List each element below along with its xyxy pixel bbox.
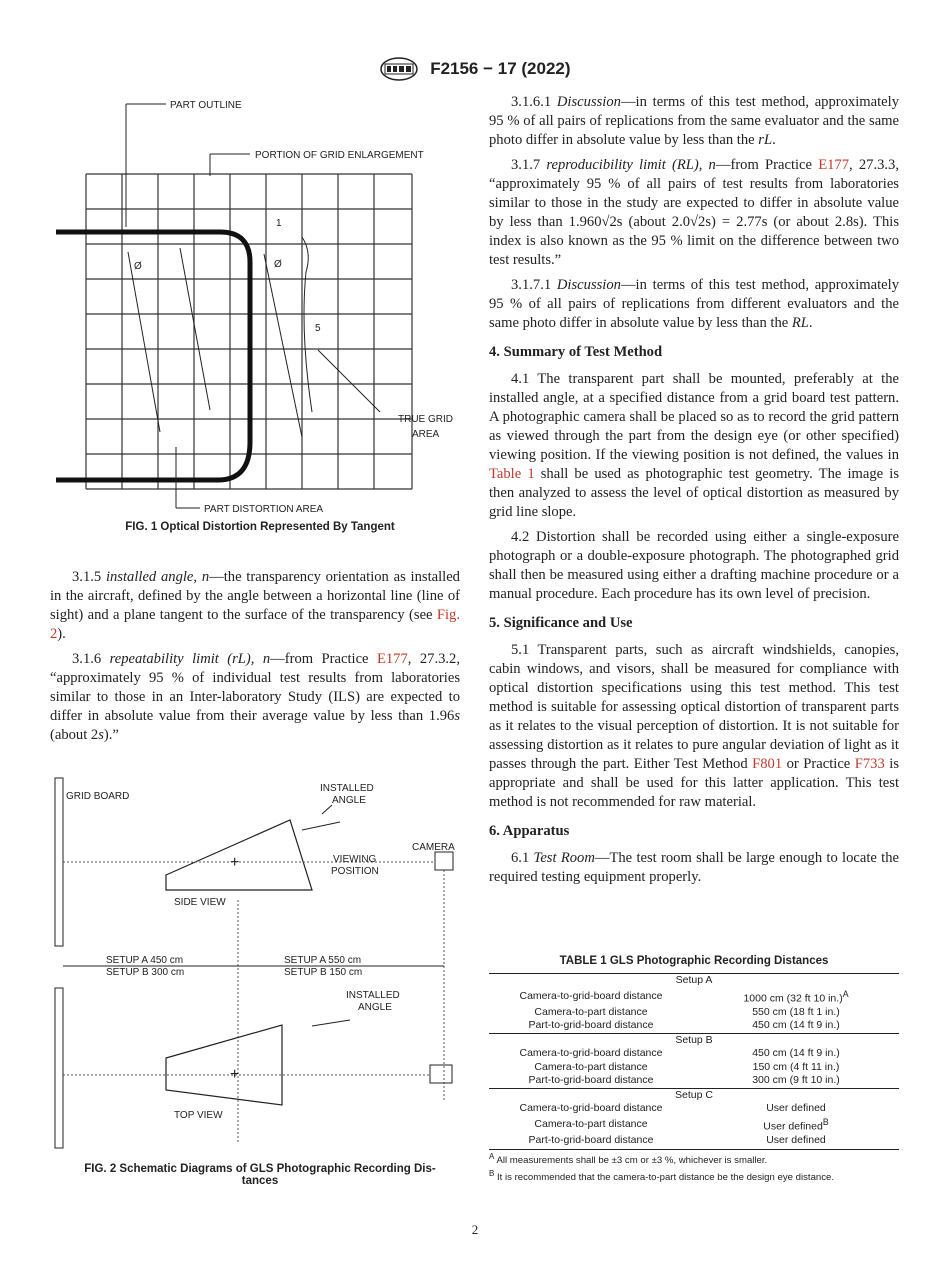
part-outline-curve — [56, 232, 250, 480]
svg-text:+: + — [230, 1066, 240, 1083]
part-top-view — [166, 1025, 282, 1105]
table-1-title: TABLE 1 GLS Photographic Recording Distances — [559, 955, 829, 967]
link-e177[interactable]: E177 — [376, 651, 408, 667]
page-header — [0, 57, 950, 81]
table-section-header: Setup C — [489, 1088, 899, 1102]
table-row: Part-to-grid-board distance 450 cm (14 ft 9 in.) — [528, 1019, 840, 1031]
table-1 — [489, 973, 899, 1150]
document-designation: F2156 − 17 (2022) — [430, 59, 571, 78]
svg-text:+: + — [230, 854, 240, 871]
figure-2-diagram — [50, 770, 470, 1155]
label-part-outline: PART OUTLINE — [170, 100, 242, 111]
table-row: Camera-to-grid-board distance User defined — [519, 1102, 826, 1114]
table-section-header: Setup B — [489, 1033, 899, 1047]
link-e177-b[interactable]: E177 — [818, 157, 850, 173]
table-row: Part-to-grid-board distance User defined — [528, 1133, 826, 1146]
label-position: POSITION — [331, 866, 379, 877]
tangent-line-2 — [180, 248, 210, 410]
figure-1-caption: FIG. 1 Optical Distortion Represented By Tangent — [125, 521, 395, 533]
label-phi-right: Ø — [274, 259, 282, 270]
label-true-grid-area: AREA — [412, 429, 440, 440]
paragraph-5-1: 5.1 Transparent parts, such as aircraft windshields, canopies, cabin windows, and visors, shall be measured for compliance with optical distortion specifications using this test method. This test method is suitable for assessing optical distortion of transparent parts as it relates to the visual perception of distortion. It is not suitable for assessing distortion as it relates to pure angular deviation of light as it passes through the part. Either Test Method F801 or Practice F733 is appropriate and shall be used for this latter application. This test method is not recommended for raw material. — [489, 642, 899, 810]
label-dimension-5: 5 — [315, 323, 321, 334]
figure-1-diagram — [50, 92, 470, 522]
label-setup-a-left: SETUP A 450 cm — [106, 955, 184, 966]
table-1-footnotes — [489, 1150, 909, 1184]
camera-top-view — [430, 1065, 452, 1083]
label-top-view: TOP VIEW — [174, 1110, 223, 1121]
true-grid-leader — [318, 350, 380, 412]
right-column — [489, 93, 899, 893]
label-dimension-1: 1 — [276, 218, 282, 229]
table-row: Part-to-grid-board distance 300 cm (9 ft 10 in.) — [528, 1074, 840, 1086]
link-f801[interactable]: F801 — [752, 756, 783, 772]
astm-logo-icon — [379, 57, 419, 81]
label-phi-left: Ø — [134, 261, 142, 272]
label-angle-top: ANGLE — [358, 1002, 392, 1013]
footnote-b: $^B$ It is recommended that the camera-to-part distance be the design eye distance. — [489, 1169, 835, 1184]
left-column — [50, 568, 460, 751]
camera-side-view — [435, 852, 453, 870]
label-camera: CAMERA — [412, 842, 455, 853]
label-part-distortion-area: PART DISTORTION AREA — [204, 504, 324, 515]
paragraph-4-2: 4.2 Distortion shall be recorded using either a single-exposure photograph or a double-exposure photograph. The photographed grid shall then be measured using either a drafting machine procedure or a manual procedure. Each procedure has its own level of precision. — [489, 529, 899, 602]
paragraph-3-1-7: 3.1.7 reproducibility limit (RL), n—from Practice E177, 27.3.3, “approximately 95 % of all pairs of test results from laboratories similar to those in the study are expected to differ in absolute value by less than 1.960√2s (about 2.0√2s) = 2.77s (or about 2.8s). This index is also known as the 95 % limit on the difference between two test results.” — [489, 157, 899, 268]
table-row: Camera-to-part distance User defined$^B$ — [534, 1116, 829, 1132]
grid-board-side — [55, 778, 63, 946]
label-installed-top: INSTALLED — [346, 990, 400, 1001]
section-heading-4: 4. Summary of Test Method — [489, 344, 663, 360]
link-table-1[interactable]: Table 1 — [489, 466, 535, 482]
label-angle: ANGLE — [332, 795, 366, 806]
table-row: Camera-to-grid-board distance 450 cm (14 ft 9 in.) — [519, 1047, 840, 1059]
label-installed: INSTALLED — [320, 783, 374, 794]
paragraph-3-1-7-1: 3.1.7.1 Discussion—in terms of this test method, approximately 95 % of all pairs of replications from different evaluators and the same photo differ in absolute value by less than the RL. — [489, 277, 899, 331]
table-row: Camera-to-part distance 150 cm (4 ft 11 in.) — [534, 1060, 840, 1073]
paragraph-6-1: 6.1 Test Room—The test room shall be large enough to locate the required testing equipment properly. — [489, 850, 899, 885]
section-heading-5: 5. Significance and Use — [489, 615, 633, 631]
table-row: Camera-to-grid-board distance 1000 cm (32 ft 10 in.)$^A$ — [519, 988, 849, 1004]
table-row: Camera-to-part distance 550 cm (18 ft 1 in.) — [534, 1005, 840, 1018]
label-side-view: SIDE VIEW — [174, 897, 226, 908]
grid-board-top — [55, 988, 63, 1148]
section-heading-6: 6. Apparatus — [489, 823, 570, 839]
table-section-header: Setup A — [489, 974, 899, 988]
label-grid-enlargement: PORTION OF GRID ENLARGEMENT — [255, 150, 424, 161]
label-grid-board: GRID BOARD — [66, 791, 130, 802]
link-f733[interactable]: F733 — [854, 756, 885, 772]
paragraph-3-1-6-1: 3.1.6.1 Discussion—in terms of this test method, approximately 95 % of all pairs of replications from the same evaluator and the same photo differ in absolute value by less than the rL. — [489, 94, 899, 148]
page-number: 2 — [471, 1222, 479, 1237]
figure-2-caption: FIG. 2 Schematic Diagrams of GLS Photographic Recording Dis- tances — [84, 1163, 436, 1187]
label-viewing: VIEWING — [333, 854, 377, 865]
footnote-a: $^A$ All measurements shall be ±3 cm or ±3 %, whichever is smaller. — [489, 1152, 768, 1167]
paragraph-4-1: 4.1 The transparent part shall be mounted, preferably at the installed angle, at a specified distance from a grid board test pattern. A photographic camera shall be placed so as to record the grid pattern as viewed through the part from the design eye (or other specified) viewing position. If the viewing position is not defined, the values in Table 1 shall be used as photographic test geometry. The image is then analyzed to assess the level of optical distortion as measured by grid line slope. — [489, 371, 899, 520]
label-setup-b-right: SETUP B 150 cm — [284, 967, 363, 978]
paragraph-3-1-6: 3.1.6 repeatability limit (rL), n—from Practice E177, 27.3.2, “approximately 95 % of individual test results from laboratories similar to those in an Inter-laboratory Study (ILS) are expected to differ in absolute value from their average value by less than 1.96s (about 2s).” — [50, 651, 460, 743]
label-setup-a-right: SETUP A 550 cm — [284, 955, 362, 966]
label-true-grid: TRUE GRID — [398, 414, 453, 425]
paragraph-3-1-5: 3.1.5 installed angle, n—the transparency orientation as installed in the aircraft, defined by the angle between a horizontal line (line of sight) and a plane tangent to the surface of the transparency (see Fig. 2). — [50, 569, 460, 642]
link-fig-2[interactable]: Fig. 2 — [50, 607, 460, 642]
tangent-line-3 — [264, 254, 302, 437]
label-setup-b-left: SETUP B 300 cm — [106, 967, 185, 978]
